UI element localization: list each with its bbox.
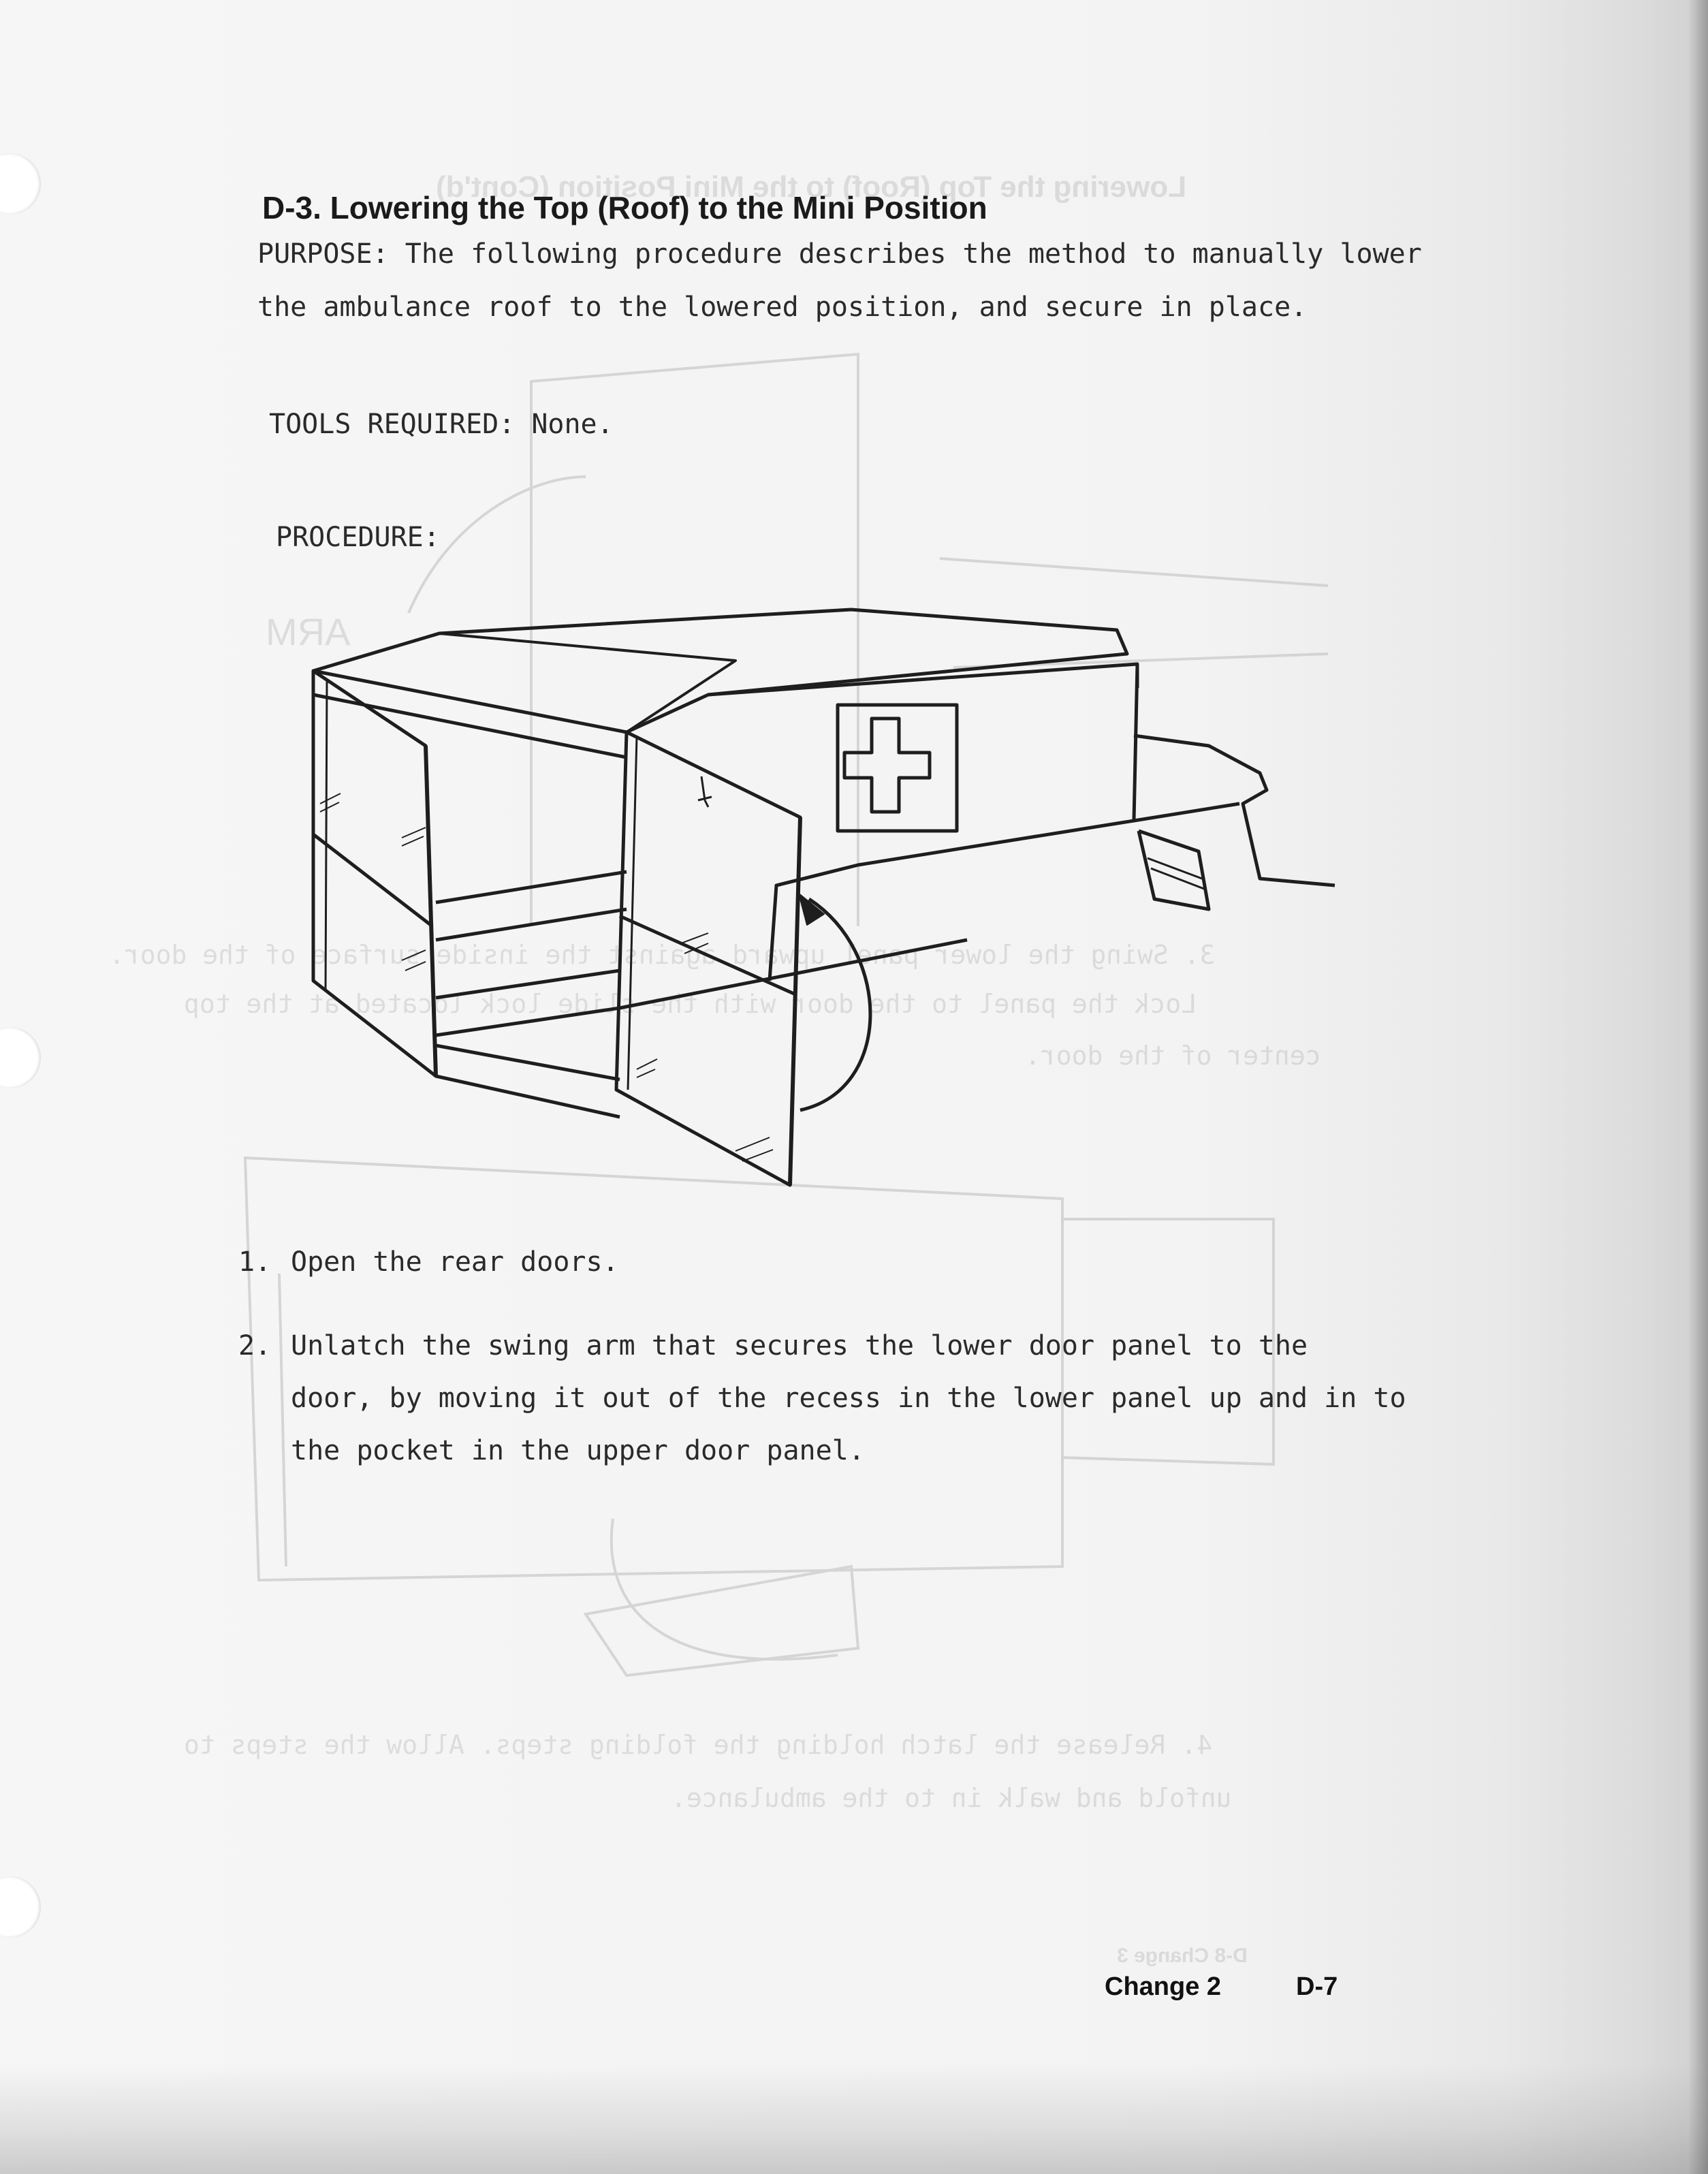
cab-window xyxy=(1139,831,1209,909)
footer-page-number: D-7 xyxy=(1296,1972,1338,2001)
left-door-panel-seam xyxy=(313,834,432,926)
footer-change-number: Change 2 xyxy=(1105,1972,1222,2001)
bleed-through-step3-line2: Lock the panel to the door with the slide lock located at the top xyxy=(184,989,1197,1019)
bleed-through-step4-line1: 4. Release the latch holding the folding steps. Allow the steps to xyxy=(184,1730,1212,1760)
bleed-through-step4-line2: unfold and walk in to the ambulance. xyxy=(671,1783,1232,1813)
page-title: D-3. Lowering the Top (Roof) to the Mini Position xyxy=(262,190,987,225)
step-1-number: 1. xyxy=(238,1246,272,1278)
bleed-through-arm-label: ARM xyxy=(266,610,351,653)
left-door xyxy=(313,671,436,1076)
slide-lock xyxy=(698,776,712,807)
purpose-line-1: PURPOSE: The following procedure describes the method to manually lower xyxy=(257,238,1422,270)
bleed-through-step3-line3: center of the door. xyxy=(1025,1041,1321,1071)
step-1-line-1: Open the rear doors. xyxy=(291,1246,619,1278)
cross-icon xyxy=(844,719,930,812)
tools-required: TOOLS REQUIRED: None. xyxy=(269,409,614,440)
right-door-panel-seam xyxy=(620,916,795,994)
procedure-label: PROCEDURE: xyxy=(276,522,440,553)
bleed-through-footer: D-8 Change 3 xyxy=(1117,1944,1248,1967)
step-2-line-3: the pocket in the upper door panel. xyxy=(291,1435,865,1466)
swing-arm-arrow xyxy=(800,899,870,1110)
step-2-number: 2. xyxy=(238,1330,272,1361)
ambulance-rear-doors-illustration xyxy=(300,599,1348,1199)
step-2-line-2: door, by moving it out of the recess in the lower panel up and in to xyxy=(291,1383,1406,1414)
purpose-line-2: the ambulance roof to the lowered position, and secure in place. xyxy=(257,292,1308,323)
bleed-through-title: Lowering the Top (Roof) to the Mini Position (Cont'd) xyxy=(436,170,1187,204)
bleed-through-step3-line1: 3. Swing the lower panel upward against the inside surface of the door. xyxy=(109,940,1216,970)
step-2-line-1: Unlatch the swing arm that secures the lower door panel to the xyxy=(291,1330,1308,1361)
